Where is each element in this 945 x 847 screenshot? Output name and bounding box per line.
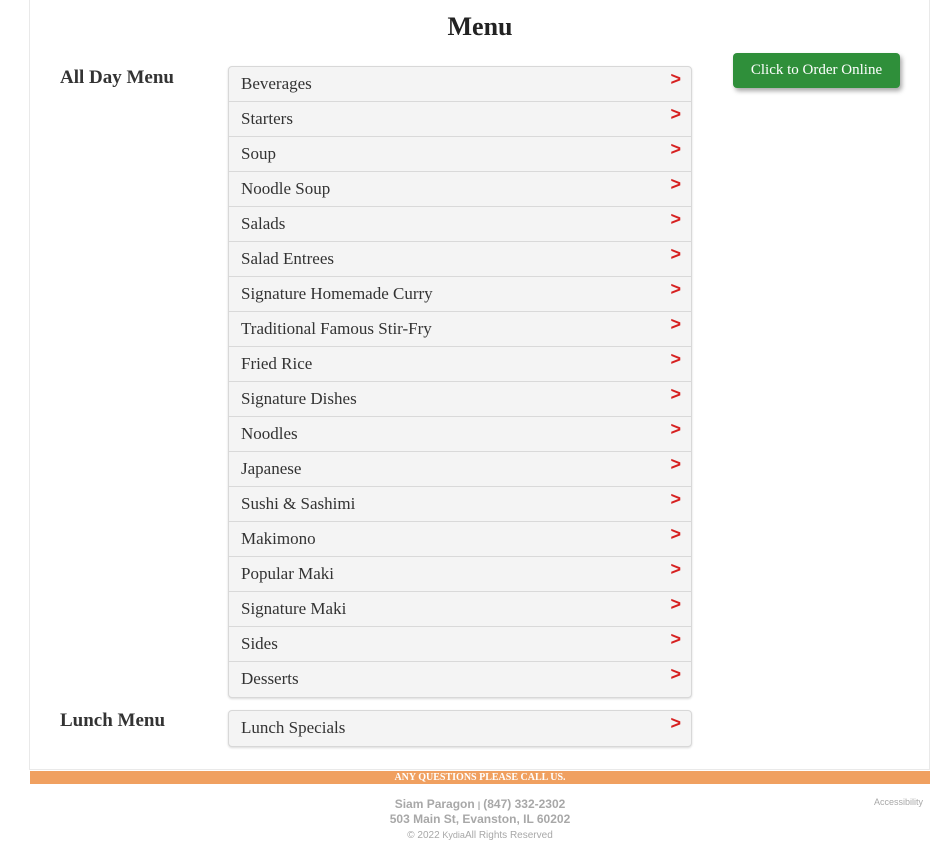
chevron-right-icon: > [670,174,681,194]
chevron-right-icon: > [670,69,681,89]
chevron-right-icon: > [670,314,681,334]
menu-category-item[interactable] [229,662,691,697]
footer-separator: | [477,800,481,810]
chevron-right-icon: > [670,713,681,733]
menu-group-all-day [228,66,692,698]
menu-category-label: Popular Maki [241,564,335,583]
chevron-right-icon: > [670,139,681,159]
page-title: Menu [447,12,513,41]
order-online-button[interactable]: Click to Order Online [733,53,900,88]
menu-category-item[interactable] [229,172,691,207]
chevron-right-icon: > [670,279,681,299]
menu-category-label: Sides [241,634,278,653]
chevron-right-icon: > [670,559,681,579]
rights-text: All Rights Reserved [464,830,553,841]
accessibility-link[interactable]: Accessibility [874,797,924,807]
phone-link[interactable]: (847) 332-2302 [483,797,566,811]
menu-category-item[interactable] [229,312,691,347]
chevron-right-icon: > [670,349,681,369]
kydia-link[interactable]: Kydia [442,830,465,840]
menu-category-item[interactable] [229,557,691,592]
menu-category-label: Beverages [241,74,312,93]
section-title-lunch: Lunch Menu [60,710,166,731]
menu-category-label: Noodles [241,424,298,443]
menu-category-label: Noodle Soup [241,179,331,198]
restaurant-name: Siam Paragon [394,797,475,811]
menu-group-lunch [228,710,692,747]
chevron-right-icon: > [670,384,681,404]
menu-category-item[interactable] [229,67,691,102]
address: 503 Main St, Evanston, IL 60202 [389,812,571,826]
menu-category-label: Salad Entrees [241,249,334,268]
menu-category-item[interactable] [229,522,691,557]
chevron-right-icon: > [670,104,681,124]
menu-category-item[interactable] [229,711,691,746]
chevron-right-icon: > [670,209,681,229]
menu-category-item[interactable] [229,102,691,137]
menu-category-label: Signature Dishes [241,389,357,408]
footer [30,797,930,841]
menu-category-item[interactable] [229,487,691,522]
chevron-right-icon: > [670,664,681,684]
menu-category-label: Fried Rice [241,354,313,373]
menu-category-label: Signature Homemade Curry [241,284,433,303]
menu-category-item[interactable] [229,382,691,417]
chevron-right-icon: > [670,419,681,439]
chevron-right-icon: > [670,244,681,264]
menu-category-label: Japanese [241,459,302,478]
menu-category-item[interactable] [229,627,691,662]
menu-category-item[interactable] [229,137,691,172]
menu-category-item[interactable] [229,207,691,242]
menu-category-label: Makimono [241,529,316,548]
menu-category-item[interactable] [229,242,691,277]
section-title-all-day: All Day Menu [60,67,174,88]
menu-category-label: Starters [241,109,293,128]
chevron-right-icon: > [670,454,681,474]
menu-category-item[interactable] [229,417,691,452]
menu-category-item[interactable] [229,347,691,382]
menu-category-label: Soup [241,144,276,163]
chevron-right-icon: > [670,524,681,544]
menu-category-item[interactable] [229,277,691,312]
menu-category-label: Sushi & Sashimi [241,494,356,513]
menu-category-label: Lunch Specials [241,718,346,737]
copyright: © 2022 [407,830,440,841]
call-us-banner: ANY QUESTIONS PLEASE CALL US. [30,771,930,784]
menu-category-label: Desserts [241,669,299,688]
menu-category-label: Salads [241,214,286,233]
chevron-right-icon: > [670,594,681,614]
menu-category-item[interactable] [229,592,691,627]
menu-category-item[interactable] [229,452,691,487]
menu-category-label: Traditional Famous Stir-Fry [241,319,432,338]
menu-category-label: Signature Maki [241,599,347,618]
chevron-right-icon: > [670,629,681,649]
chevron-right-icon: > [670,489,681,509]
